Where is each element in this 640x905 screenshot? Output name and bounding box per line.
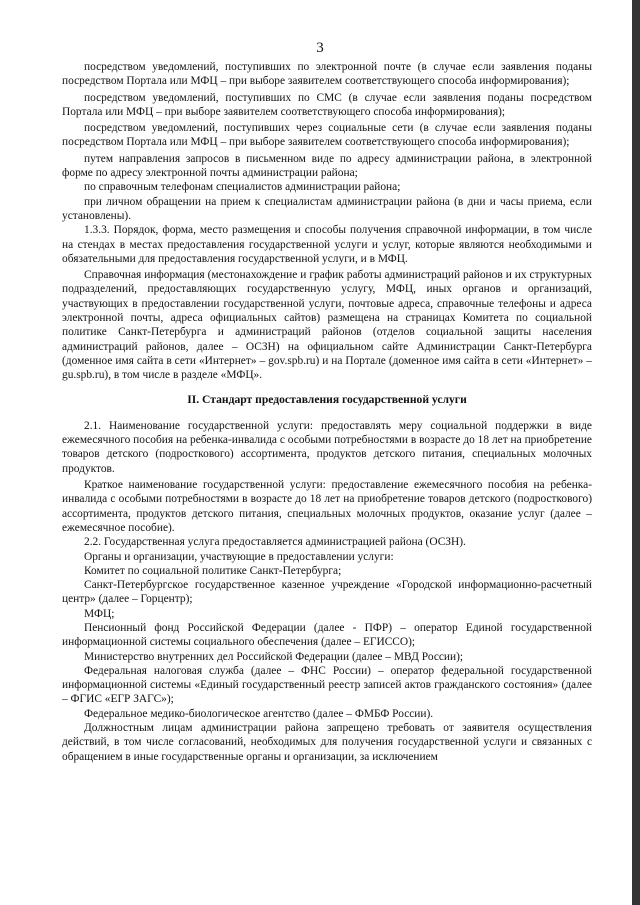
paragraph: Федеральная налоговая служба (далее – ФНС России) – оператор федеральной государственной информационной системы «Единый государственный реестр записей актов гражданского состояния» (далее – ФГИС «ЕГР ЗАГС»); (62, 664, 592, 706)
section-heading: II. Стандарт предоставления государственной услуги (187, 392, 467, 406)
paragraph: Комитет по социальной политике Санкт-Петербурга; (84, 564, 342, 577)
paragraph: Министерство внутренних дел Российской Федерации (далее – МВД России); (84, 650, 464, 663)
paragraph: Должностным лицам администрации района запрещено требовать от заявителя осуществления действий, в том числе согласований, необходимых для получения государственной услуги и связанных с обращением в иные государственные органы и организации, за исключением (62, 722, 592, 763)
paragraph: Федеральное медико-биологическое агентство (далее – ФМБФ России). (84, 707, 434, 720)
scan-border (632, 0, 640, 905)
paragraph: путем направления запросов в письменном виде по адресу администрации района, в электронной форме по адресу электронной почты администрации района; (62, 152, 592, 180)
paragraph: посредством уведомлений, поступивших через социальные сети (в случае если заявления поданы посредством Портала или МФЦ – при выборе заявителем соответствующего способа информирования); (62, 122, 592, 149)
paragraph: Пенсионный фонд Российской Федерации (далее - ПФР) – оператор Единой государственной информационной системы социального обеспечения (далее – ЕГИССО); (62, 621, 592, 649)
paragraph: МФЦ; (84, 607, 115, 620)
paragraph: Краткое наименование государственной услуги: предоставление ежемесячного пособия на ребенка-инвалида с особыми потребностями в возрасте до 18 лет на приобретение товаров детского (подросткового) ассортимента, продуктов детского питания, специальных молочных продуктов, оказание услуг (далее – ежемесячное пособие). (62, 479, 592, 534)
paragraph: Справочная информация (местонахождение и график работы администраций районов и их структурных подразделений, предоставляющих государственную услугу, МФЦ, иных органов и организаций, участвующих в предоставлении государственной услуги, почтовые адреса, справочные телефоны и адреса электронной почты, адреса официальных сайтов) размещена на страницах Комитета по социальной политике Санкт-Петербурга и администраций районов (отделов социальной защиты населения администраций районов, далее – ОСЗН) на официальном сайте Администрации Санкт-Петербурга (доменное имя сайта в сети «Интернет» – gov.spb.ru) и на Портале (доменное имя сайта в сети «Интернет» – gu.spb.ru), в том числе в разделе «МФЦ». (62, 269, 592, 382)
paragraph: Органы и организации, участвующие в предоставлении услуги: (84, 550, 394, 563)
paragraph: Санкт-Петербургское государственное казенное учреждение «Городской информационно-расчетный центр» (далее – Горцентр); (62, 579, 592, 606)
paragraph: 2.2. Государственная услуга предоставляется администрацией района (ОСЗН). (84, 536, 466, 549)
paragraph: по справочным телефонам специалистов администрации района; (84, 181, 401, 194)
paragraph: посредством уведомлений, поступивших по СМС (в случае если заявления поданы посредством Портала или МФЦ – при выборе заявителем соответствующего способа информирования); (62, 91, 592, 118)
document-body (62, 60, 592, 764)
paragraph: 2.1. Наименование государственной услуги: предоставлять меру социальной поддержки в виде ежемесячного пособия на ребенка-инвалида с особыми потребностями в возрасте до 18 лет на приобретение товаров детского (подросткового) ассортимента, продуктов детского питания, специальных молочных продуктов. (62, 419, 592, 475)
paragraph: 1.3.3. Порядок, форма, место размещения и способы получения справочной информации, в том числе на стендах в местах предоставления государственной услуги и услуг, которые являются необходимыми и обязательными для предоставления государственной услуги, и в МФЦ. (62, 224, 592, 265)
paragraph: при личном обращении на прием к специалистам администрации района (в дни и часы приема, если установлены). (62, 195, 592, 222)
paragraph: посредством уведомлений, поступивших по электронной почте (в случае если заявления поданы посредством Портала или МФЦ – при выборе заявителем соответствующего способа информирования); (62, 61, 592, 88)
page-number: 3 (316, 40, 324, 56)
